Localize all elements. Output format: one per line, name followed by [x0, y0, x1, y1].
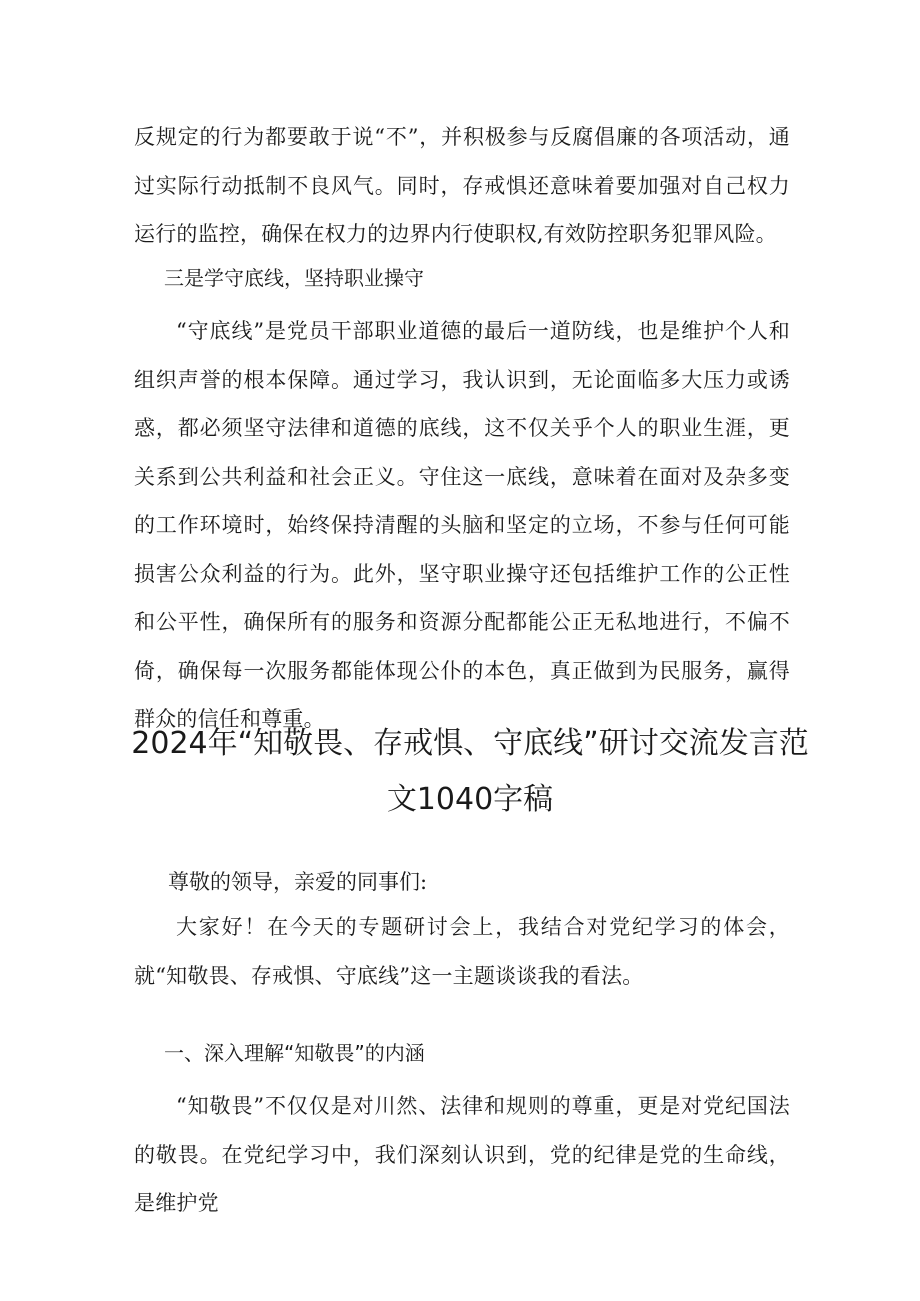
salutation: 尊敬的领导，亲爱的同事们: — [168, 870, 428, 894]
paragraph-section-three: “守底线”是党员干部职业道德的最后一道防线，也是维护个人和组织声誉的根本保障。通过学习，我认识到，无论面临多大压力或诱惑，都必须坚守法律和道德的底线，这不仅关乎个人的职业生涯，更关系到公共利益和社会正义。守住这一底线，意味着在面对及杂多变的工作环境时，始终保持清醒的头脑和坚定的立场，不参与任何可能损害公众利益的行为。此外，坚守职业操守还包括维护工作的公正性和公平性，确保所有的服务和资源分配都能公正无私地进行，不偏不倚，确保每一次服务都能体现公仆的本色，真正做到为民服务，赢得群众的信任和尊重。 — [134, 319, 790, 731]
title-line-2: 文1040字稿 — [386, 782, 554, 817]
section-heading-three: 三是学守底线，坚持职业操守 — [164, 266, 424, 290]
title-line-1: 2024年“知敬畏、存戒惧、守底线”研讨交流发言范 — [131, 726, 809, 761]
section-heading-one: 一、深入理解“知敬畏”的内涵 — [164, 1041, 425, 1065]
paragraph-intro: 大家好！在今天的专题研讨会上，我结合对党纪学习的体会，就“知敬畏、存戒惧、守底线”这一主题谈谈我的看法。 — [134, 915, 790, 988]
paragraph-section-one: “知敬畏”不仅仅是对川然、法律和规则的尊重，更是对党纪国法的敬畏。在党纪学习中，我们深刻认识到，党的纪律是党的生命线，是维护党 — [134, 1094, 790, 1215]
paragraph-continued: 反规定的行为都要敢于说“不”，并积极参与反腐倡廉的各项活动，通过实际行动抵制不良风气。同时，存戒惧还意味着要加强对自己权力运行的监控，确保在权力的边界内行使职权,有效防控职务犯罪风险。 — [134, 125, 790, 246]
document-title — [120, 716, 820, 828]
